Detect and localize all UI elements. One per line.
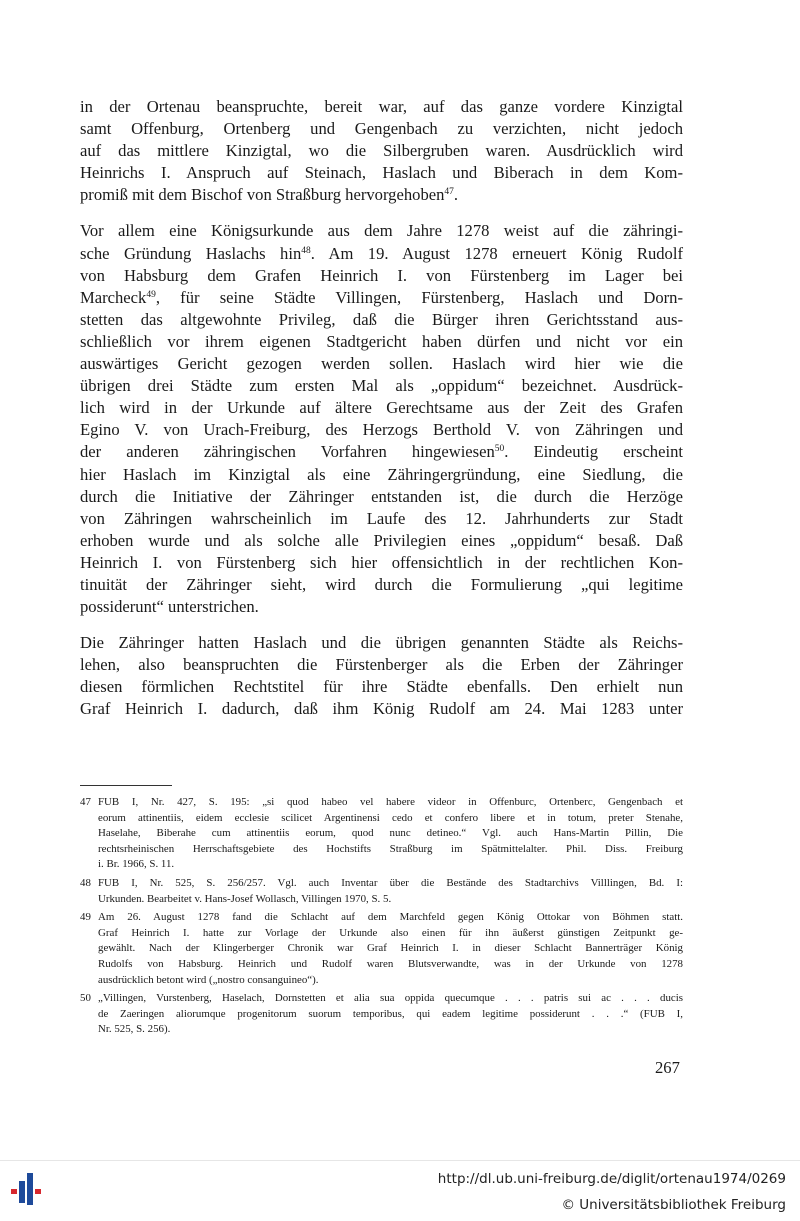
copyright-text: © Universitätsbibliothek Freiburg <box>561 1197 786 1213</box>
footnote-line: Rudolfs von Habsburg. Heinrich und Rudolf waren Blutsverwandte, was in der Urkunde von 1278 <box>98 957 683 970</box>
text-line: erhoben wurde und als solche alle Privilegien eines „oppidum“ besaß. Daß <box>80 530 683 550</box>
text-line: auf das mittlere Kinzigtal, wo die Silbergruben waren. Ausdrücklich wird <box>80 141 683 161</box>
text-line: Vor allem eine Königsurkunde aus dem Jahre 1278 weist auf die zähringi- <box>80 221 683 241</box>
footnote <box>80 991 683 1038</box>
footnote <box>80 876 683 907</box>
page-number: 267 <box>655 1058 680 1077</box>
footnote-line: „Villingen, Vurstenberg, Haselach, Dornstetten et alia sua oppida quecumque . . . patris sui ac . . . ducis <box>98 992 683 1005</box>
logo-bar-left <box>11 1189 17 1194</box>
logo-bar-mid-left <box>19 1181 25 1203</box>
text-line: durch die Initiative der Zähringer entstanden ist, die durch die Herzöge <box>80 486 683 506</box>
footnote-ref: 50 <box>494 444 505 455</box>
text-line: stetten das altgewohnte Privileg, daß die Bürger ihren Gerichtsstand aus- <box>80 309 683 329</box>
footnote-ref: 49 <box>146 289 156 300</box>
footnote <box>80 795 683 873</box>
footnote-line: Graf Heinrich I. hatte zur Vorlage der Urkunde also einen für ihn äußerst günstigen Zeitpunkt ge- <box>98 926 683 939</box>
footnote-line: gewählt. Nach der Klingerberger Chronik war Graf Heinrich I. in dieser Schlacht Bannerträger König <box>98 942 683 955</box>
text-line: lehen, also beanspruchten die Fürstenberger als die Erben der Zähringer <box>80 655 683 675</box>
text-line: sche Gründung Haslachs hin$^{48}$. Am 19. August 1278 erneuert König Rudolf <box>80 243 683 263</box>
text-line: schließlich vor ihrem eigenen Stadtgericht haben dürfen und nicht vor ein <box>80 331 683 351</box>
logo-bar-mid-right <box>27 1173 33 1205</box>
footnote-line: FUB I, Nr. 427, S. 195: „si quod habeo vel habere videor in Offenburc, Ortenberc, Gengenbach et <box>98 796 683 808</box>
footnote-number: 47 <box>80 796 91 808</box>
footnote-number: 48 <box>80 876 91 889</box>
text-line: Egino V. von Urach-Freiburg, des Herzogs Berthold V. von Zähringen und <box>80 420 683 440</box>
footnote-number: 49 <box>80 911 91 924</box>
logo-bar-right <box>35 1189 41 1194</box>
footnote-line: FUB I, Nr. 525, S. 256/257. Vgl. auch Inventar über die Bestände des Stadtarchivs Villlingen, Bd. I: <box>98 876 683 889</box>
text-line: Die Zähringer hatten Haslach und die übrigen genannten Städte als Reichs- <box>80 633 683 653</box>
text-line: von Zähringen wahrscheinlich im Laufe des 12. Jahrhunderts zur Stadt <box>80 508 683 528</box>
text-line: tinuität der Zähringer sieht, wird durch die Formulierung „qui legitime <box>80 574 683 594</box>
text-line: hier Haslach im Kinzigtal als eine Zähringergründung, eine Siedlung, die <box>80 464 683 484</box>
footnote-line: Haselahe, Biberahe cum attinentiis eorum, quod nunc detineo.“ Vgl. auch Hans-Martin Pillin, Die <box>98 827 683 840</box>
footnote-line: i. Br. 1966, S. 11. <box>98 858 175 871</box>
ub-freiburg-logo-icon[interactable] <box>8 1169 52 1213</box>
text-line: von Habsburg dem Grafen Heinrich I. von Fürstenberg im Lager bei <box>80 265 683 285</box>
footnote-line: Urkunden. Bearbeitet v. Hans-Josef Wollasch, Villingen 1970, S. 5. <box>98 892 392 905</box>
footnote-line: eorum attinentiis, eidem ecclesie scilicet Argentinensi cedo et confero libere et in totum, preter Stenahe, <box>98 811 683 824</box>
text-line: Marcheck$^{49}$, für seine Städte Villingen, Fürstenberg, Haslach und Dorn- <box>80 287 683 307</box>
text-line: in der Ortenau beanspruchte, bereit war, auf das ganze vordere Kinzigtal <box>80 97 683 116</box>
text-line: samt Offenburg, Ortenberg und Gengenbach zu verzichten, nicht jedoch <box>80 119 683 139</box>
paragraph <box>80 632 683 720</box>
footnote-line: rechtsrheinischen Herrschaftsgebiete des Hochstifts Straßburg im Spätmittelalter. Phil. Diss. Freiburg <box>98 842 683 855</box>
text-line: Heinrichs I. Anspruch auf Steinach, Haslach und Biberach in dem Kom- <box>80 163 683 183</box>
footnote-separator <box>80 785 172 786</box>
footnote-line: ausdrücklich betont wird („nostro consanguineo“). <box>98 973 319 986</box>
footnote-ref: 47 <box>444 187 454 198</box>
text-line: possiderunt“ unterstrichen. <box>80 597 259 617</box>
text-line: übrigen drei Städte zum ersten Mal als „oppidum“ bezeichnet. Ausdrück- <box>80 376 683 396</box>
paragraph <box>80 220 683 618</box>
footnote-number: 50 <box>80 992 91 1005</box>
footnote-ref: 48 <box>301 245 311 256</box>
text-line: auswärtiges Gericht gezogen werden sollen. Haslach wird hier wie die <box>80 354 683 374</box>
footnote-line: de Zaeringen aliorumque progenitorum suorum temporibus, qui eadem legitime possiderunt . . .“ (FUB I, <box>98 1007 683 1020</box>
paragraph <box>80 96 683 206</box>
footnote-line: Am 26. August 1278 fand die Schlacht auf dem Marchfeld gegen König Ottokar von Böhmen statt. <box>98 911 683 924</box>
text-line: der anderen zähringischen Vorfahren hingewiesen$^{50}$. Eindeutig erscheint <box>80 442 683 462</box>
footnote <box>80 910 683 988</box>
source-url-link[interactable]: http://dl.ub.uni-freiburg.de/diglit/ortenau1974/0269 <box>437 1171 786 1187</box>
text-line: lich wird in der Urkunde auf ältere Gerechtsame aus der Zeit des Grafen <box>80 398 683 418</box>
footer-bar <box>0 1160 800 1221</box>
text-line: Graf Heinrich I. dadurch, daß ihm König Rudolf am 24. Mai 1283 unter <box>80 699 683 719</box>
body-text <box>80 96 683 735</box>
text-line: promiß mit dem Bischof von Straßburg hervorgehoben$^{47}$. <box>80 185 459 205</box>
text-line: diesen förmlichen Rechtstitel für ihre Städte ebenfalls. Den erhielt nun <box>80 677 683 697</box>
text-line: Heinrich I. von Fürstenberg sich hier offensichtlich in der rechtlichen Kon- <box>80 552 683 572</box>
footnotes <box>80 795 683 1041</box>
footnote-line: Nr. 525, S. 256). <box>98 1023 171 1036</box>
